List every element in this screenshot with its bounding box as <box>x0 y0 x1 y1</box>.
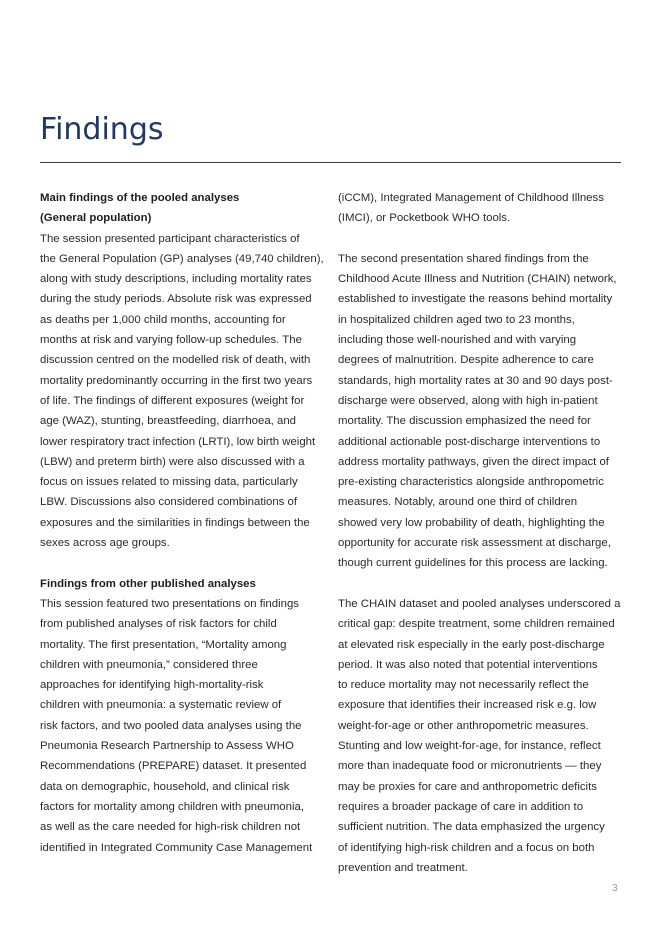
text-line: age (WAZ), stunting, breastfeeding, diarrhoea, and <box>40 415 297 428</box>
left-column <box>40 188 325 858</box>
text-line: in hospitalized children aged two to 23 months, <box>338 313 575 326</box>
text-line: during the study periods. Absolute risk was expressed <box>40 293 312 306</box>
text-line: This session featured two presentations on findings <box>40 597 299 610</box>
text-line: as deaths per 1,000 child months, accounting for <box>40 313 286 326</box>
text-line: sufficient nutrition. The data emphasized the urgency <box>338 821 605 834</box>
text-line: additional actionable post-discharge interventions to <box>338 435 601 448</box>
text-line: exposure that identifies their increased risk e.g. low <box>338 699 597 712</box>
text-line: to reduce mortality may not necessarily reflect the <box>338 679 589 692</box>
paragraph-gap <box>338 574 624 594</box>
text-line: The second presentation shared findings from the <box>338 252 589 265</box>
text-line: requires a broader package of care in addition to <box>338 800 584 813</box>
text-line: Stunting and low weight-for-age, for instance, reflect <box>338 740 601 753</box>
text-line: (iCCM), Integrated Management of Childhood Illness <box>338 192 604 204</box>
text-line: LBW. Discussions also considered combinations of <box>40 496 298 509</box>
text-line: period. It was also noted that potential interventions <box>338 658 598 671</box>
text-line: approaches for identifying high-mortality-risk <box>40 679 264 692</box>
text-line: identified in Integrated Community Case Management <box>40 841 313 854</box>
page-number: 3 <box>612 883 618 894</box>
paragraph-chain-dataset <box>338 594 624 878</box>
text-line: pre-existing characteristics alongside anthropometric <box>338 476 604 489</box>
text-line: weight-for-age or other anthropometric measures. <box>338 719 589 732</box>
text-line: established to investigate the reasons behind mortality <box>338 293 613 306</box>
text-line: children with pneumonia: a systematic review of <box>40 699 282 712</box>
text-line: exposures and the similarities in findings between the <box>40 516 310 529</box>
section-heading: Main findings of the pooled analyses <box>40 192 240 204</box>
text-line: critical gap: despite treatment, some children remained <box>338 618 615 631</box>
section-heading: Findings from other published analyses <box>40 577 256 590</box>
text-line: at elevated risk especially in the early post-discharge <box>338 638 605 651</box>
text-line: Recommendations (PREPARE) dataset. It presented <box>40 760 307 773</box>
text-line: (IMCI), or Pocketbook WHO tools. <box>338 212 511 225</box>
text-line: risk factors, and two pooled data analyses using the <box>40 719 302 732</box>
section-heading: (General population) <box>40 212 152 225</box>
text-line: The CHAIN dataset and pooled analyses underscored a <box>338 597 621 610</box>
text-line: from published analyses of risk factors for child <box>40 618 277 631</box>
right-column <box>338 188 624 878</box>
text-line: sexes across age groups. <box>40 537 170 550</box>
text-line: as well as the care needed for high-risk children not <box>40 821 301 834</box>
text-line: mortality. The first presentation, “Mortality among <box>40 638 287 651</box>
text-line: though current guidelines for this process are lacking. <box>338 557 608 570</box>
text-line: measures. Notably, around one third of children <box>338 496 578 509</box>
paragraph-gap <box>338 229 624 249</box>
text-line: of identifying high-risk children and a focus on both <box>338 841 595 854</box>
text-line: focus on issues related to missing data, particularly <box>40 476 298 489</box>
title-divider <box>40 162 621 163</box>
section-published-analyses <box>40 574 325 858</box>
text-line: The session presented participant characteristics of <box>40 232 300 245</box>
text-line: discharge were observed, along with high in-patient <box>338 394 598 407</box>
section-pooled-analyses <box>40 188 325 553</box>
text-line: mortality. The discussion emphasized the need for <box>338 415 591 428</box>
text-line: data on demographic, household, and clinical risk <box>40 780 290 793</box>
text-line: opportunity for accurate risk assessment at discharge, <box>338 537 611 550</box>
text-line: more than inadequate food or micronutrients — they <box>338 760 602 773</box>
text-line: months at risk and varying follow-up schedules. The <box>40 334 302 347</box>
text-line: prevention and treatment. <box>338 861 468 874</box>
text-line: may be proxies for care and anthropometric deficits <box>338 780 597 793</box>
text-line: lower respiratory tract infection (LRTI), low birth weight <box>40 435 316 448</box>
text-line: factors for mortality among children with pneumonia, <box>40 800 305 813</box>
text-line: degrees of malnutrition. Despite adherence to care <box>338 354 594 367</box>
text-line: Pneumonia Research Partnership to Assess WHO <box>40 740 294 753</box>
page-title: Findings <box>40 112 164 147</box>
paragraph-chain-network <box>338 249 624 574</box>
text-line: including those well-nourished and with varying <box>338 334 577 347</box>
paragraph-continued <box>338 188 624 229</box>
text-line: along with study descriptions, including mortality rates <box>40 273 312 286</box>
text-line: address mortality pathways, given the direct impact of <box>338 455 609 468</box>
text-line: Childhood Acute Illness and Nutrition (CHAIN) network, <box>338 273 617 286</box>
text-line: mortality predominantly occurring in the first two years <box>40 374 313 387</box>
text-line: showed very low probability of death, highlighting the <box>338 516 605 529</box>
text-line: the General Population (GP) analyses (49,740 children), <box>40 252 324 265</box>
text-line: discussion centred on the modelled risk of death, with <box>40 354 311 367</box>
text-line: of life. The findings of different exposures (weight for <box>40 394 305 407</box>
paragraph-gap <box>40 553 325 573</box>
text-line: children with pneumonia,” considered three <box>40 658 258 671</box>
text-line: standards, high mortality rates at 30 and 90 days post- <box>338 374 613 387</box>
text-line: (LBW) and preterm birth) were also discussed with a <box>40 455 305 468</box>
